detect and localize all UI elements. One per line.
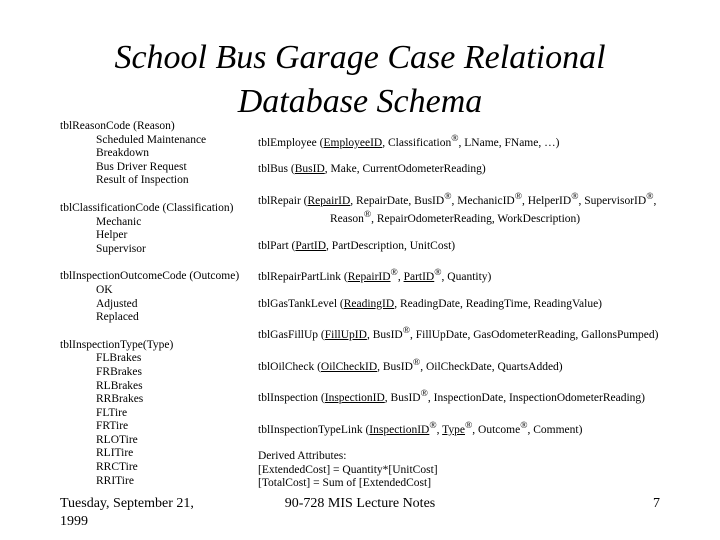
code-item: RRITire (96, 474, 134, 487)
code-item: Breakdown (96, 147, 150, 160)
relation-text: , SupervisorID (578, 194, 647, 207)
relation-text: , OilCheckDate, QuartsAdded) (420, 360, 563, 373)
primary-key: RepairID (347, 271, 391, 284)
primary-key: InspectionID (369, 423, 430, 436)
relation-text: , ReadingDate, ReadingTime, ReadingValue) (394, 297, 603, 310)
relation-text: , MechanicID (451, 194, 515, 207)
footer-course: 90-728 MIS Lecture Notes (284, 496, 436, 511)
code-table-classification (60, 202, 260, 256)
relation-text: tblEmployee ( (258, 136, 324, 149)
relation-table (258, 266, 708, 284)
foreign-key-marker: ® (402, 325, 410, 337)
primary-key: InspectionID (324, 392, 385, 405)
code-item: OK (96, 283, 113, 296)
code-item: Adjusted (96, 297, 138, 310)
relation-line (258, 132, 708, 150)
page-number: 7 (653, 496, 660, 511)
foreign-key-marker: ® (571, 191, 579, 203)
code-item: RLBrakes (96, 379, 143, 392)
relation-text: tblRepair ( (258, 194, 308, 207)
relation-text: tblPart ( (258, 239, 296, 252)
relation-line (258, 208, 708, 226)
foreign-key-marker: ® (412, 356, 421, 368)
foreign-key-marker: ® (646, 191, 654, 203)
relation-text: , PartDescription, UnitCost) (326, 239, 456, 252)
relation-text: , Quantity) (441, 271, 492, 284)
code-table-header: tblReasonCode (Reason) (60, 120, 175, 132)
relation-text: tblBus ( (258, 163, 295, 176)
relation-line (258, 324, 708, 342)
foreign-key-marker: ® (520, 419, 528, 431)
relation-list (258, 132, 708, 437)
title-line-1: School Bus Garage Case Relational (114, 39, 606, 76)
code-item: Bus Driver Request (96, 160, 187, 173)
code-item: FLBrakes (96, 352, 142, 365)
code-item: FLTire (96, 406, 128, 419)
code-item: Supervisor (96, 242, 146, 255)
code-item: RLOTire (96, 433, 138, 446)
relation-line (258, 240, 708, 254)
relation-table (258, 324, 708, 342)
code-table-outcome (60, 270, 260, 324)
derived-line: [ExtendedCost] = Quantity*[UnitCost] (258, 463, 438, 476)
relation-text: , FillUpDate, GasOdometerReading, GallonsPumped) (410, 329, 659, 342)
relation-text: , BusID (377, 360, 413, 373)
derived-line: [TotalCost] = Sum of [ExtendedCost] (258, 477, 432, 490)
relation-table (258, 132, 708, 150)
code-item: FRTire (96, 420, 129, 433)
relation-text: tblGasFillUp ( (258, 329, 325, 342)
relation-text: Reason (330, 213, 364, 226)
foreign-key-marker: ® (514, 191, 522, 203)
relation-table (258, 419, 708, 437)
relation-text: , BusID (384, 392, 421, 405)
relation-text: , Classification (382, 136, 452, 149)
relation-text: tblGasTankLevel ( (258, 297, 344, 310)
relation-text: , RepairOdometerReading, WorkDescription) (371, 213, 581, 226)
relation-line (258, 190, 708, 208)
derived-attributes (258, 450, 708, 491)
relation-line (258, 419, 708, 437)
primary-key: ReadingID (343, 297, 395, 310)
code-item: Mechanic (96, 215, 142, 228)
primary-key: RepairID (307, 194, 351, 207)
relation-text: , BusID (366, 329, 403, 342)
relation-text: , InspectionDate, InspectionOdometerReading) (427, 392, 646, 405)
relation-text: , Make, CurrentOdometerReading) (324, 163, 486, 176)
primary-key: PartID (295, 239, 327, 252)
foreign-key-marker: ® (465, 419, 473, 431)
primary-key: PartID (403, 271, 435, 284)
relation-table (258, 298, 708, 312)
relation-line (258, 266, 708, 284)
code-table-reason (60, 120, 260, 188)
primary-key: FillUpID (324, 329, 367, 342)
primary-key: Type (442, 423, 465, 436)
relation-text: , Outcome (472, 423, 521, 436)
foreign-key-marker: ® (434, 267, 442, 279)
primary-key: EmployeeID (323, 136, 383, 149)
relation-text: tblInspectionTypeLink ( (258, 423, 370, 436)
relation-line (258, 163, 708, 177)
code-table-header: tblInspectionOutcomeCode (Outcome) (60, 270, 240, 283)
code-item: RRBrakes (96, 393, 144, 406)
relation-table (258, 387, 708, 405)
relation-table (258, 163, 708, 177)
foreign-key-marker: ® (429, 419, 437, 431)
relation-text: , (436, 423, 443, 436)
relation-text: , LName, FName, …) (458, 136, 560, 149)
relation-line (258, 356, 708, 374)
relation-table (258, 190, 708, 227)
foreign-key-marker: ® (444, 191, 452, 203)
relations-column (258, 132, 708, 491)
code-item: FRBrakes (96, 365, 142, 378)
relation-text: , (653, 194, 657, 207)
footer-date: Tuesday, September 21, 1999 (60, 496, 194, 529)
code-table-header: tblClassificationCode (Classification) (60, 201, 234, 214)
foreign-key-marker: ® (420, 388, 428, 400)
code-tables-column (60, 120, 260, 502)
code-item: Result of Inspection (96, 174, 189, 187)
relation-table (258, 356, 708, 374)
code-item: Helper (96, 229, 128, 242)
relation-text: , Comment) (527, 423, 583, 436)
derived-heading: Derived Attributes: (258, 450, 347, 463)
code-table-inspection-type (60, 339, 260, 489)
title-line-2: Database Schema (237, 83, 483, 120)
relation-line (258, 387, 708, 405)
relation-text: tblOilCheck ( (258, 360, 321, 373)
code-item: RRCTire (96, 461, 138, 474)
code-table-header: tblInspectionType(Type) (60, 338, 174, 351)
relation-text: , (397, 271, 404, 284)
code-item: Replaced (96, 311, 139, 324)
relation-text: tblInspection ( (258, 392, 325, 405)
primary-key: OilCheckID (320, 360, 378, 373)
primary-key: BusID (294, 163, 325, 176)
relation-text: , HelperID (522, 194, 572, 207)
relation-table (258, 240, 708, 254)
code-item: Scheduled Maintenance (96, 133, 207, 146)
relation-text: , RepairDate, BusID (350, 194, 445, 207)
relation-text: tblRepairPartLink ( (258, 271, 348, 284)
code-item: RLITire (96, 447, 134, 460)
slide-title (0, 36, 720, 124)
relation-line (258, 298, 708, 312)
foreign-key-marker: ® (363, 209, 372, 221)
foreign-key-marker: ® (451, 133, 459, 144)
foreign-key-marker: ® (390, 267, 398, 279)
